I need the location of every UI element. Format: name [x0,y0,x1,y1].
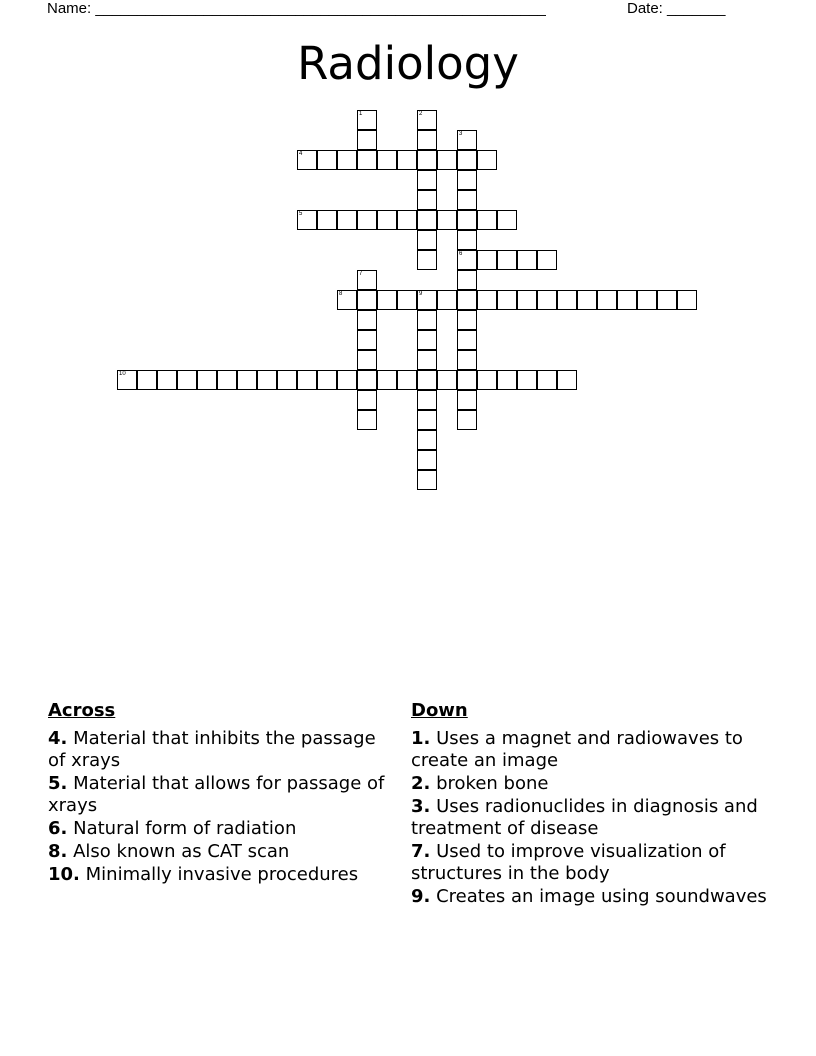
clue-number-label: 10 [119,371,126,377]
clue-across-4 [48,728,398,772]
clue-number: 5. [48,773,68,794]
crossword-cell[interactable] [397,290,417,310]
across-clues [48,700,398,887]
crossword-cell[interactable] [357,370,377,390]
crossword-cell[interactable] [117,370,137,390]
crossword-cell[interactable] [137,370,157,390]
down-clues [411,700,781,909]
crossword-cell[interactable] [317,210,337,230]
clue-number-label: 2 [419,111,423,117]
crossword-cell[interactable] [257,370,277,390]
clue-across-5 [48,773,398,817]
crossword-cell[interactable] [477,290,497,310]
crossword-cell[interactable] [457,370,477,390]
clue-text: Creates an image using soundwaves [436,886,767,907]
crossword-cell[interactable] [417,250,437,270]
crossword-cell[interactable] [337,370,357,390]
crossword-cell[interactable] [437,370,457,390]
crossword-cell[interactable] [417,190,437,210]
across-heading: Across [48,700,116,721]
clue-number: 7. [411,841,431,862]
crossword-cell[interactable] [357,210,377,230]
crossword-cell[interactable] [377,210,397,230]
crossword-cell[interactable] [437,290,457,310]
crossword-cell[interactable] [377,290,397,310]
crossword-cell[interactable] [417,350,437,370]
clue-number-label: 7 [359,271,363,277]
crossword-cell[interactable] [277,370,297,390]
crossword-cell[interactable] [297,150,317,170]
crossword-cell[interactable] [337,210,357,230]
crossword-cell[interactable] [497,370,517,390]
crossword-cell[interactable] [317,150,337,170]
crossword-cell[interactable] [417,330,437,350]
crossword-cell[interactable] [417,290,437,310]
crossword-cell[interactable] [217,370,237,390]
crossword-cell[interactable] [357,150,377,170]
clue-down-9 [411,886,781,908]
clue-text: broken bone [436,773,549,794]
clue-number: 1. [411,728,431,749]
clue-across-8 [48,841,398,863]
clue-text: Natural form of radiation [73,818,297,839]
crossword-cell[interactable] [357,350,377,370]
crossword-cell[interactable] [377,150,397,170]
clue-down-2 [411,773,781,795]
crossword-cell[interactable] [477,150,497,170]
clue-text: Material that inhibits the passage of xrays [48,728,376,771]
crossword-cell[interactable] [417,210,437,230]
clue-number: 9. [411,886,431,907]
crossword-cell[interactable] [357,410,377,430]
crossword-cell[interactable] [417,150,437,170]
crossword-cell[interactable] [417,370,437,390]
crossword-cell[interactable] [537,370,557,390]
clue-number: 6. [48,818,68,839]
crossword-cell[interactable] [477,210,497,230]
crossword-cell[interactable] [437,210,457,230]
clue-number-label: 8 [339,291,343,297]
clue-number-label: 3 [459,131,463,137]
crossword-cell[interactable] [617,290,637,310]
crossword-cell[interactable] [497,290,517,310]
clue-text: Minimally invasive procedures [85,864,359,885]
crossword-cell[interactable] [457,130,477,150]
crossword-cell[interactable] [457,330,477,350]
clue-text: Also known as CAT scan [73,841,290,862]
clue-number: 3. [411,796,431,817]
clue-number-label: 6 [459,251,463,257]
crossword-cell[interactable] [457,210,477,230]
crossword-cell[interactable] [517,370,537,390]
crossword-cell[interactable] [417,310,437,330]
date-field[interactable]: Date: _______ [627,0,726,17]
clue-text: Uses radionuclides in diagnosis and treatment of disease [411,796,758,839]
crossword-cell[interactable] [357,270,377,290]
crossword-cell[interactable] [417,110,437,130]
crossword-cell[interactable] [417,130,437,150]
crossword-cell[interactable] [457,170,477,190]
clue-number: 8. [48,841,68,862]
crossword-cell[interactable] [337,290,357,310]
clue-number-label: 5 [299,211,303,217]
crossword-cell[interactable] [417,390,437,410]
clue-text: Uses a magnet and radiowaves to create an image [411,728,743,771]
clue-number: 4. [48,728,68,749]
crossword-cell[interactable] [517,290,537,310]
crossword-cell[interactable] [177,370,197,390]
clue-number: 2. [411,773,431,794]
crossword-cell[interactable] [497,250,517,270]
crossword-cell[interactable] [637,290,657,310]
down-heading: Down [411,700,468,721]
crossword-cell[interactable] [477,370,497,390]
crossword-cell[interactable] [297,210,317,230]
crossword-cell[interactable] [357,390,377,410]
crossword-cell[interactable] [577,290,597,310]
crossword-cell[interactable] [417,450,437,470]
clue-across-6 [48,818,398,840]
crossword-cell[interactable] [417,410,437,430]
crossword-cell[interactable] [457,310,477,330]
crossword-cell[interactable] [397,150,417,170]
crossword-cell[interactable] [557,290,577,310]
crossword-cell[interactable] [377,370,397,390]
crossword-cell[interactable] [457,390,477,410]
crossword-cell[interactable] [297,370,317,390]
crossword-cell[interactable] [657,290,677,310]
crossword-cell[interactable] [517,250,537,270]
crossword-cell[interactable] [457,250,477,270]
clue-number-label: 4 [299,151,303,157]
clue-across-10 [48,864,398,886]
crossword-cell[interactable] [457,270,477,290]
crossword-cell[interactable] [237,370,257,390]
crossword-cell[interactable] [417,230,437,250]
crossword-cell[interactable] [417,170,437,190]
crossword-cell[interactable] [397,210,417,230]
crossword-cell[interactable] [357,110,377,130]
crossword-cell[interactable] [197,370,217,390]
crossword-cell[interactable] [457,150,477,170]
crossword-cell[interactable] [537,250,557,270]
crossword-cell[interactable] [317,370,337,390]
crossword-cell[interactable] [457,290,477,310]
crossword-cell[interactable] [357,330,377,350]
clue-number-label: 1 [359,111,363,117]
crossword-cell[interactable] [157,370,177,390]
clue-text: Material that allows for passage of xrays [48,773,385,816]
crossword-cell[interactable] [397,370,417,390]
name-field[interactable]: Name: ______________________________________________________ [47,0,546,17]
clue-number-label: 9 [419,291,423,297]
clue-down-3 [411,796,781,840]
crossword-cell[interactable] [437,150,457,170]
crossword-cell[interactable] [457,410,477,430]
page-title: Radiology [297,37,519,90]
crossword-cell[interactable] [677,290,697,310]
crossword-cell[interactable] [557,370,577,390]
crossword-cell[interactable] [417,470,437,490]
crossword-cell[interactable] [357,310,377,330]
crossword-cell[interactable] [477,250,497,270]
crossword-cell[interactable] [597,290,617,310]
clue-text: Used to improve visualization of structures in the body [411,841,726,884]
clue-down-1 [411,728,781,772]
crossword-cell[interactable] [417,430,437,450]
clue-number: 10. [48,864,80,885]
crossword-cell[interactable] [457,350,477,370]
crossword-cell[interactable] [337,150,357,170]
crossword-cell[interactable] [537,290,557,310]
crossword-cell[interactable] [457,190,477,210]
crossword-cell[interactable] [497,210,517,230]
clue-down-7 [411,841,781,885]
crossword-cell[interactable] [457,230,477,250]
crossword-cell[interactable] [357,290,377,310]
crossword-cell[interactable] [357,130,377,150]
